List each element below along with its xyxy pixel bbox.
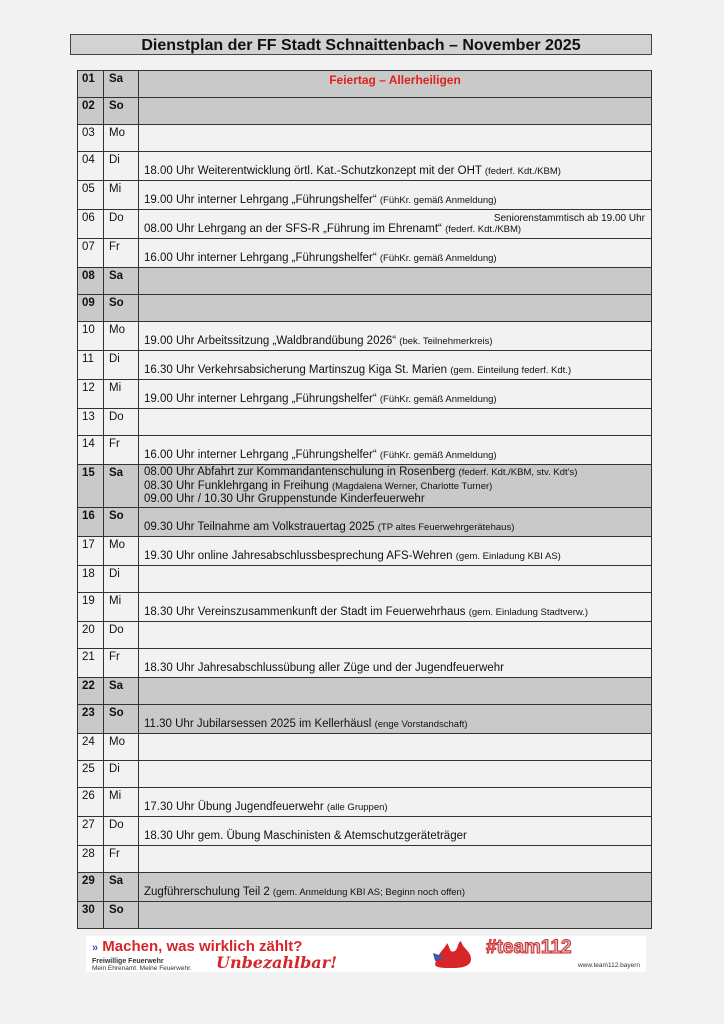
roster-row xyxy=(78,436,652,465)
banner-arrows: » xyxy=(92,942,99,954)
event-main: 19.30 Uhr online Jahresabschlussbesprechung AFS-Wehren xyxy=(144,550,456,562)
day-number: 25 xyxy=(78,761,104,788)
event-text xyxy=(144,718,647,731)
event-cell xyxy=(139,705,652,734)
day-number: 02 xyxy=(78,98,104,125)
event-cell xyxy=(139,817,652,846)
roster-row xyxy=(78,71,652,98)
weekday: Do xyxy=(104,210,139,239)
event-cell xyxy=(139,409,652,436)
day-number: 24 xyxy=(78,734,104,761)
banner-headline-text: Machen, was wirklich zählt? xyxy=(102,938,303,955)
roster-row xyxy=(78,902,652,929)
weekday: Mo xyxy=(104,537,139,566)
event-text xyxy=(144,449,647,462)
day-number: 12 xyxy=(78,380,104,409)
roster-row xyxy=(78,678,652,705)
event-lines xyxy=(144,466,647,507)
day-number: 10 xyxy=(78,322,104,351)
day-number: 09 xyxy=(78,295,104,322)
day-number: 15 xyxy=(78,465,104,508)
event-text xyxy=(144,252,647,265)
event-cell xyxy=(139,436,652,465)
day-number: 05 xyxy=(78,181,104,210)
roster-row xyxy=(78,465,652,508)
weekday: Di xyxy=(104,761,139,788)
roster-row xyxy=(78,268,652,295)
event-cell xyxy=(139,788,652,817)
day-number: 16 xyxy=(78,508,104,537)
event-main: 18.00 Uhr Weiterentwicklung örtl. Kat.-Schutzkonzept mit der OHT xyxy=(144,165,485,177)
event-text xyxy=(144,550,647,563)
day-number: 26 xyxy=(78,788,104,817)
roster-row xyxy=(78,351,652,380)
event-cell xyxy=(139,152,652,181)
day-number: 23 xyxy=(78,705,104,734)
event-main: 08.00 Uhr Abfahrt zur Kommandantenschulung in Rosenberg xyxy=(144,466,459,478)
event-note: (FühKr. gemäß Anmeldung) xyxy=(379,253,497,264)
weekday: Sa xyxy=(104,465,139,508)
banner-url: www.team112.bayern xyxy=(577,962,640,969)
event-main: 09.30 Uhr Teilnahme am Volkstrauertag 2025 xyxy=(144,521,378,533)
event-cell xyxy=(139,465,652,508)
event-cell xyxy=(139,873,652,902)
day-number: 28 xyxy=(78,846,104,873)
weekday: So xyxy=(104,98,139,125)
roster-row xyxy=(78,98,652,125)
roster-row xyxy=(78,649,652,678)
weekday: Mi xyxy=(104,380,139,409)
duty-roster-table xyxy=(77,70,652,929)
weekday: Mi xyxy=(104,788,139,817)
event-text xyxy=(144,801,647,814)
day-number: 07 xyxy=(78,239,104,268)
banner-hashtag: #team112 xyxy=(486,937,572,958)
event-note: (gem. Einladung KBI AS) xyxy=(455,551,561,562)
weekday: So xyxy=(104,295,139,322)
banner-org-sub: Mein Ehrenamt. Meine Feuerwehr. xyxy=(92,965,192,972)
event-text xyxy=(144,393,647,406)
roster-row xyxy=(78,734,652,761)
banner-org-name: Freiwillige Feuerwehr xyxy=(92,958,164,965)
event-main: 18.30 Uhr Vereinszusammenkunft der Stadt im Feuerwehrhaus xyxy=(144,606,469,618)
event-main: 19.00 Uhr interner Lehrgang „Führungshelfer“ xyxy=(144,393,380,405)
day-number: 22 xyxy=(78,678,104,705)
banner-org xyxy=(92,958,192,972)
roster-row xyxy=(78,873,652,902)
weekday: Di xyxy=(104,566,139,593)
event-main: 16.30 Uhr Verkehrsabsicherung Martinszug Kiga St. Marien xyxy=(144,364,451,376)
event-text xyxy=(144,335,647,348)
weekday: So xyxy=(104,902,139,929)
weekday: Do xyxy=(104,622,139,649)
weekday: Sa xyxy=(104,71,139,98)
day-number: 03 xyxy=(78,125,104,152)
day-number: 19 xyxy=(78,593,104,622)
event-main: 16.00 Uhr interner Lehrgang „Führungshelfer“ xyxy=(144,252,380,264)
flame-logo-icon xyxy=(431,939,475,969)
event-note: (enge Vorstandschaft) xyxy=(374,719,468,730)
roster-body xyxy=(78,71,652,929)
event-cell xyxy=(139,125,652,152)
event-cell xyxy=(139,593,652,622)
event-text xyxy=(144,223,647,236)
event-main: 16.00 Uhr interner Lehrgang „Führungshelfer“ xyxy=(144,449,380,461)
event-line xyxy=(144,493,647,507)
roster-row xyxy=(78,181,652,210)
roster-row xyxy=(78,380,652,409)
roster-row xyxy=(78,537,652,566)
event-note: (federf. Kdt./KBM) xyxy=(445,224,522,235)
event-cell xyxy=(139,268,652,295)
event-main: 08.00 Uhr Lehrgang an der SFS-R „Führung im Ehrenamt“ xyxy=(144,223,446,235)
day-number: 17 xyxy=(78,537,104,566)
event-note: (gem. Anmeldung KBI AS; Beginn noch offen) xyxy=(272,887,465,898)
roster-row xyxy=(78,705,652,734)
event-line xyxy=(144,466,647,480)
weekday: Di xyxy=(104,152,139,181)
day-number: 11 xyxy=(78,351,104,380)
event-main: 09.00 Uhr / 10.30 Uhr Gruppenstunde Kinderfeuerwehr xyxy=(144,493,425,505)
day-number: 06 xyxy=(78,210,104,239)
roster-row xyxy=(78,508,652,537)
roster-row xyxy=(78,622,652,649)
roster-row xyxy=(78,846,652,873)
roster-row xyxy=(78,295,652,322)
weekday: Fr xyxy=(104,846,139,873)
event-cell xyxy=(139,846,652,873)
event-cell xyxy=(139,295,652,322)
event-cell xyxy=(139,678,652,705)
event-cell xyxy=(139,181,652,210)
event-main: 18.30 Uhr gem. Übung Maschinisten & Atemschutzgeräteträger xyxy=(144,830,467,842)
weekday: Di xyxy=(104,351,139,380)
weekday: Mo xyxy=(104,734,139,761)
roster-row xyxy=(78,788,652,817)
team112-banner xyxy=(86,936,646,972)
event-text xyxy=(144,886,647,899)
holiday-label: Feiertag – Allerheiligen xyxy=(329,73,461,87)
event-cell xyxy=(139,71,652,98)
event-text xyxy=(144,606,647,619)
weekday: Sa xyxy=(104,678,139,705)
weekday: Mo xyxy=(104,125,139,152)
event-text xyxy=(144,662,647,675)
event-text xyxy=(144,830,647,843)
event-main: 11.30 Uhr Jubilarsessen 2025 im Kellerhäusl xyxy=(144,718,375,730)
event-note: (TP altes Feuerwehrgerätehaus) xyxy=(377,522,515,533)
event-cell xyxy=(139,537,652,566)
event-note: (gem. Einteilung federf. Kdt.) xyxy=(450,365,572,376)
day-number: 14 xyxy=(78,436,104,465)
roster-row xyxy=(78,761,652,788)
weekday: Do xyxy=(104,409,139,436)
event-line xyxy=(144,480,647,494)
weekday: Fr xyxy=(104,649,139,678)
day-number: 01 xyxy=(78,71,104,98)
day-number: 30 xyxy=(78,902,104,929)
event-main: 17.30 Uhr Übung Jugendfeuerwehr xyxy=(144,801,327,813)
event-main: 18.30 Uhr Jahresabschlussübung aller Züge und der Jugendfeuerwehr xyxy=(144,662,504,674)
weekday: Mo xyxy=(104,322,139,351)
day-number: 08 xyxy=(78,268,104,295)
event-text xyxy=(144,165,647,178)
roster-row xyxy=(78,239,652,268)
weekday: Mi xyxy=(104,181,139,210)
event-note: (federf. Kdt./KBM) xyxy=(484,166,561,177)
banner-script-text: Unbezahlbar! xyxy=(216,953,338,972)
roster-row xyxy=(78,409,652,436)
event-note: (bek. Teilnehmerkreis) xyxy=(399,336,493,347)
event-main: 19.00 Uhr interner Lehrgang „Führungshelfer“ xyxy=(144,194,380,206)
day-number: 21 xyxy=(78,649,104,678)
weekday: Do xyxy=(104,817,139,846)
event-cell xyxy=(139,622,652,649)
event-side-note: Seniorenstammtisch ab 19.00 Uhr xyxy=(493,213,645,224)
event-text xyxy=(144,521,647,534)
event-cell xyxy=(139,566,652,593)
day-number: 18 xyxy=(78,566,104,593)
day-number: 29 xyxy=(78,873,104,902)
page-title: Dienstplan der FF Stadt Schnaittenbach – November 2025 xyxy=(70,34,652,55)
roster-row xyxy=(78,593,652,622)
event-note: (FühKr. gemäß Anmeldung) xyxy=(379,450,497,461)
event-cell xyxy=(139,508,652,537)
event-text xyxy=(144,364,647,377)
event-main: 19.00 Uhr Arbeitssitzung „Waldbrandübung 2026“ xyxy=(144,335,400,347)
event-cell xyxy=(139,210,652,239)
roster-row xyxy=(78,322,652,351)
event-note: (federf. Kdt./KBM, stv. Kdt's) xyxy=(458,467,578,478)
event-main: 08.30 Uhr Funklehrgang in Freihung xyxy=(144,479,332,492)
event-cell xyxy=(139,649,652,678)
weekday: Sa xyxy=(104,873,139,902)
event-cell xyxy=(139,322,652,351)
day-number: 04 xyxy=(78,152,104,181)
roster-row xyxy=(78,125,652,152)
day-number: 13 xyxy=(78,409,104,436)
day-number: 20 xyxy=(78,622,104,649)
event-cell xyxy=(139,902,652,929)
event-cell xyxy=(139,734,652,761)
event-text xyxy=(144,194,647,207)
event-cell xyxy=(139,239,652,268)
event-note: (FühKr. gemäß Anmeldung) xyxy=(379,195,497,206)
roster-row xyxy=(78,566,652,593)
event-cell xyxy=(139,380,652,409)
day-number: 27 xyxy=(78,817,104,846)
roster-row xyxy=(78,817,652,846)
weekday: Fr xyxy=(104,239,139,268)
weekday: Sa xyxy=(104,268,139,295)
roster-row xyxy=(78,152,652,181)
event-cell xyxy=(139,351,652,380)
event-note: (alle Gruppen) xyxy=(326,802,388,813)
event-note: (gem. Einladung Stadtverw.) xyxy=(468,607,589,618)
weekday: Mi xyxy=(104,593,139,622)
event-note: (Magdalena Werner, Charlotte Turner) xyxy=(331,480,493,492)
event-note: (FühKr. gemäß Anmeldung) xyxy=(379,394,497,405)
weekday: So xyxy=(104,705,139,734)
event-main: Zugführerschulung Teil 2 xyxy=(144,886,273,898)
weekday: So xyxy=(104,508,139,537)
event-cell xyxy=(139,761,652,788)
weekday: Fr xyxy=(104,436,139,465)
roster-row xyxy=(78,210,652,239)
event-cell xyxy=(139,98,652,125)
